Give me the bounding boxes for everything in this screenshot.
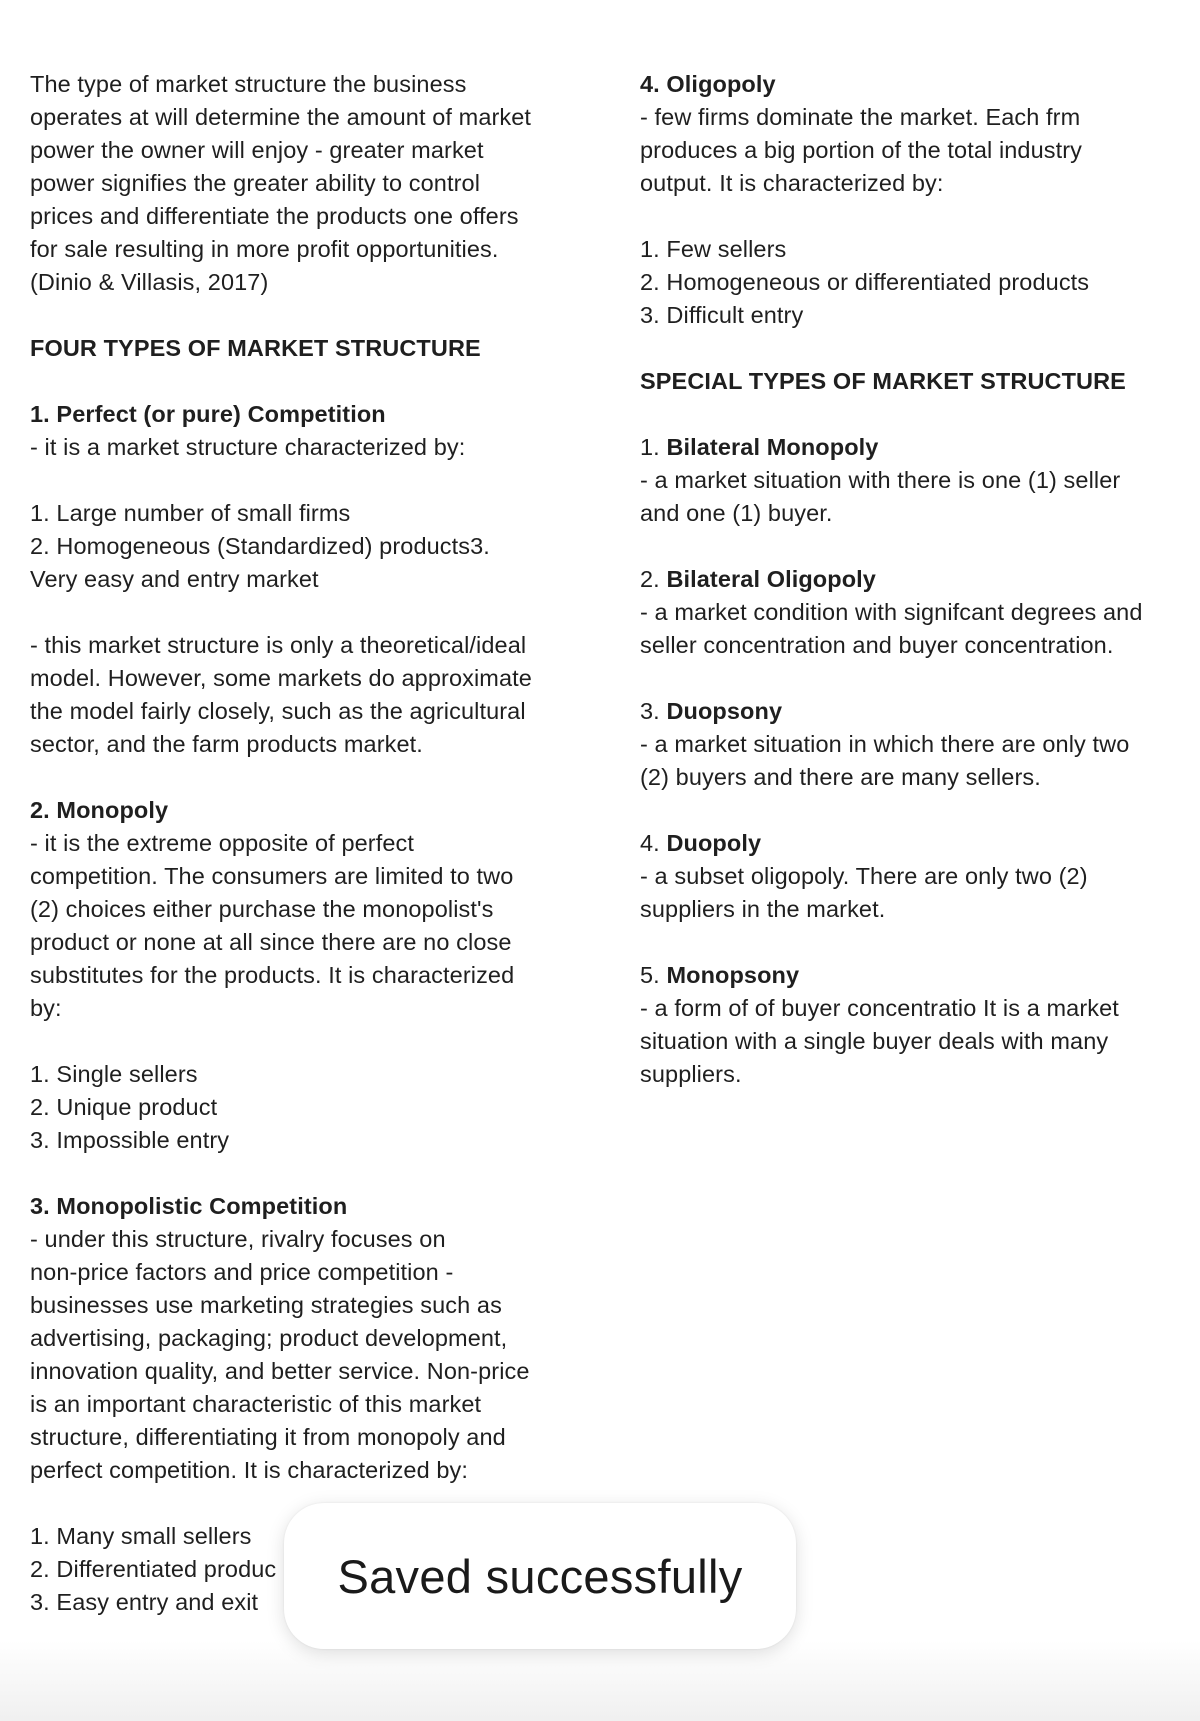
oligopoly-desc: - few firms dominate the market. Each frm bbox=[640, 104, 1081, 130]
list-item: 2. Homogeneous (Standardized) products3. bbox=[30, 533, 490, 559]
monopolistic-competition-heading: 3. Monopolistic Competition bbox=[30, 1193, 348, 1219]
monopoly-desc: (2) choices either purchase the monopolist's bbox=[30, 896, 494, 922]
special-type-number: 3. bbox=[640, 698, 667, 724]
section-title-four-types: FOUR TYPES OF MARKET STRUCTURE bbox=[30, 335, 481, 361]
intro-line: (Dinio & Villasis, 2017) bbox=[30, 269, 269, 295]
intro-line: power signifies the greater ability to control bbox=[30, 170, 481, 196]
special-type-name: Bilateral Monopoly bbox=[666, 434, 879, 460]
saved-toast bbox=[284, 1503, 796, 1649]
perfect-competition-note: - this market structure is only a theoretical/ideal bbox=[30, 632, 527, 658]
perfect-competition-note: the model fairly closely, such as the agricultural bbox=[30, 698, 526, 724]
monopoly-desc: by: bbox=[30, 995, 62, 1021]
special-type-duopoly bbox=[640, 827, 1185, 926]
special-type-heading bbox=[640, 959, 1185, 992]
special-type-name: Bilateral Oligopoly bbox=[666, 566, 876, 592]
right-column bbox=[640, 68, 1185, 1091]
special-type-desc: - a market situation with there is one (1) seller bbox=[640, 467, 1121, 493]
special-type-bilateral-monopoly bbox=[640, 431, 1185, 530]
list-item: 3. Easy entry and exit bbox=[30, 1589, 259, 1615]
perfect-competition-heading: 1. Perfect (or pure) Competition bbox=[30, 401, 386, 427]
monopoly-section bbox=[30, 794, 590, 1157]
special-type-desc: suppliers. bbox=[640, 1061, 742, 1087]
special-type-desc: situation with a single buyer deals with many bbox=[640, 1028, 1109, 1054]
oligopoly-desc: produces a big portion of the total industry bbox=[640, 137, 1083, 163]
list-item: 1. Few sellers bbox=[640, 236, 787, 262]
monopolistic-desc: perfect competition. It is characterized by: bbox=[30, 1457, 469, 1483]
special-type-number: 5. bbox=[640, 962, 667, 988]
monopolistic-desc: businesses use marketing strategies such as bbox=[30, 1292, 502, 1318]
intro-paragraph bbox=[30, 68, 590, 299]
perfect-competition-section bbox=[30, 398, 590, 761]
list-item: 1. Many small sellers bbox=[30, 1523, 252, 1549]
list-item: 2. Unique product bbox=[30, 1094, 218, 1120]
intro-line: power the owner will enjoy - greater market bbox=[30, 137, 484, 163]
oligopoly-section bbox=[640, 68, 1185, 332]
list-item: 1. Single sellers bbox=[30, 1061, 198, 1087]
monopoly-desc: product or none at all since there are no close bbox=[30, 929, 512, 955]
special-type-name: Duopsony bbox=[666, 698, 783, 724]
list-item: Very easy and entry market bbox=[30, 566, 319, 592]
monopoly-heading: 2. Monopoly bbox=[30, 797, 169, 823]
list-item: 2. Differentiated produc bbox=[30, 1556, 277, 1582]
monopoly-desc: competition. The consumers are limited to two bbox=[30, 863, 514, 889]
intro-line: The type of market structure the business bbox=[30, 71, 467, 97]
monopolistic-desc: non-price factors and price competition - bbox=[30, 1259, 454, 1285]
special-type-desc: seller concentration and buyer concentration. bbox=[640, 632, 1114, 658]
monopolistic-desc: advertising, packaging; product development, bbox=[30, 1325, 508, 1351]
perfect-competition-desc: - it is a market structure characterized by: bbox=[30, 434, 466, 460]
section-title-special-types: SPECIAL TYPES OF MARKET STRUCTURE bbox=[640, 368, 1126, 394]
special-type-desc: - a form of of buyer concentratio It is a market bbox=[640, 995, 1119, 1021]
special-type-number: 2. bbox=[640, 566, 667, 592]
monopolistic-desc: is an important characteristic of this market bbox=[30, 1391, 482, 1417]
perfect-competition-note: sector, and the farm products market. bbox=[30, 731, 423, 757]
special-type-desc: - a subset oligopoly. There are only two (2) bbox=[640, 863, 1088, 889]
monopoly-desc: substitutes for the products. It is characterized bbox=[30, 962, 515, 988]
special-type-heading bbox=[640, 695, 1185, 728]
special-type-bilateral-oligopoly bbox=[640, 563, 1185, 662]
oligopoly-desc: output. It is characterized by: bbox=[640, 170, 944, 196]
bottom-shadow bbox=[0, 1641, 1200, 1721]
special-type-desc: suppliers in the market. bbox=[640, 896, 886, 922]
toast-message: Saved successfully bbox=[337, 1549, 743, 1603]
special-type-heading bbox=[640, 563, 1185, 596]
intro-line: prices and differentiate the products one offers bbox=[30, 203, 519, 229]
special-type-name: Monopsony bbox=[666, 962, 800, 988]
intro-line: operates at will determine the amount of market bbox=[30, 104, 532, 130]
special-type-number: 4. bbox=[640, 830, 667, 856]
list-item: 3. Impossible entry bbox=[30, 1127, 230, 1153]
special-type-name: Duopoly bbox=[666, 830, 762, 856]
special-type-desc: and one (1) buyer. bbox=[640, 500, 833, 526]
special-type-number: 1. bbox=[640, 434, 667, 460]
monopoly-desc: - it is the extreme opposite of perfect bbox=[30, 830, 414, 856]
special-type-heading bbox=[640, 431, 1185, 464]
monopolistic-desc: structure, differentiating it from monopoly and bbox=[30, 1424, 506, 1450]
special-type-desc: - a market situation in which there are only two bbox=[640, 731, 1130, 757]
perfect-competition-note: model. However, some markets do approximate bbox=[30, 665, 532, 691]
list-item: 3. Difficult entry bbox=[640, 302, 804, 328]
special-type-desc: (2) buyers and there are many sellers. bbox=[640, 764, 1041, 790]
monopolistic-desc: innovation quality, and better service. Non-price bbox=[30, 1358, 530, 1384]
special-type-duopsony bbox=[640, 695, 1185, 794]
monopolistic-desc: - under this structure, rivalry focuses on bbox=[30, 1226, 446, 1252]
special-type-heading bbox=[640, 827, 1185, 860]
list-item: 2. Homogeneous or differentiated products bbox=[640, 269, 1090, 295]
special-type-desc: - a market condition with signifcant degrees and bbox=[640, 599, 1143, 625]
left-column bbox=[30, 68, 590, 1619]
list-item: 1. Large number of small firms bbox=[30, 500, 351, 526]
special-type-monopsony bbox=[640, 959, 1185, 1091]
oligopoly-heading: 4. Oligopoly bbox=[640, 71, 776, 97]
intro-line: for sale resulting in more profit opportunities. bbox=[30, 236, 499, 262]
